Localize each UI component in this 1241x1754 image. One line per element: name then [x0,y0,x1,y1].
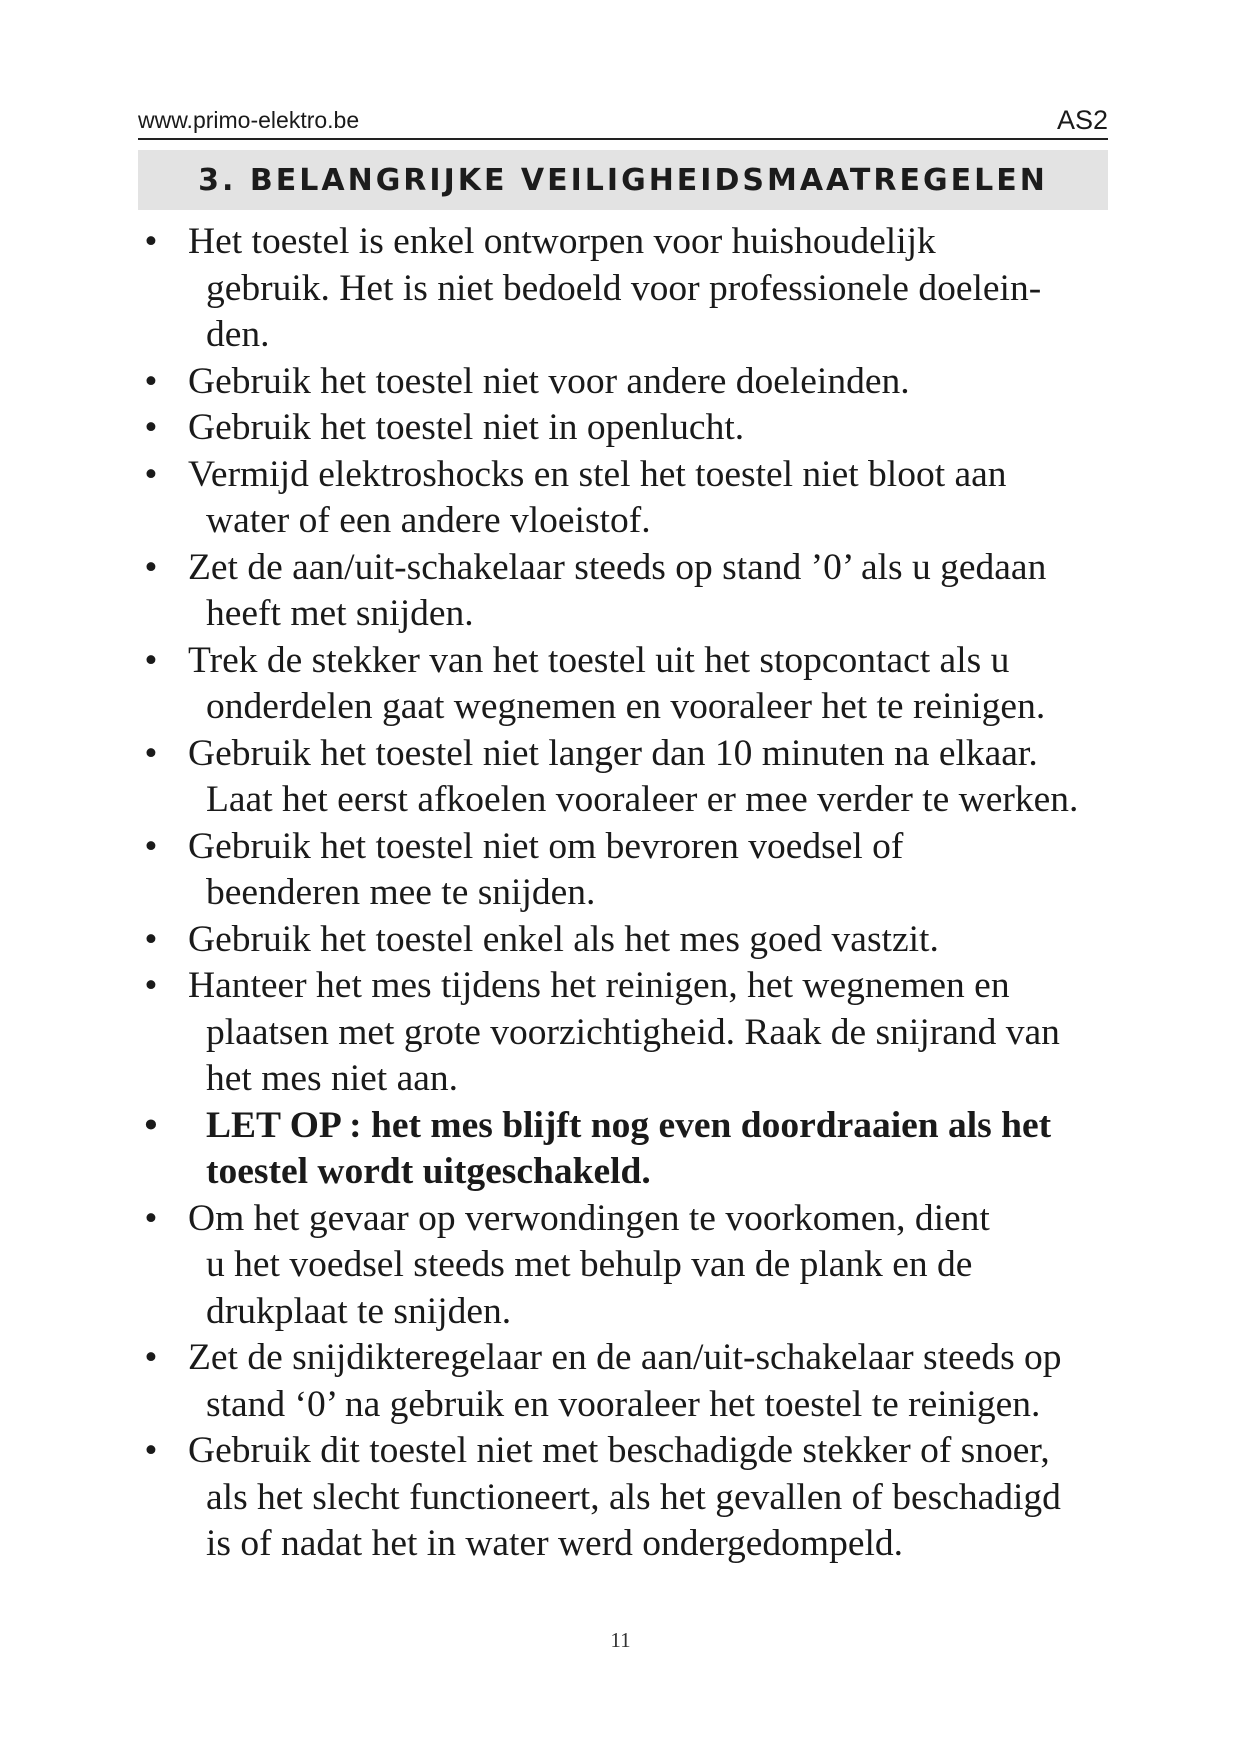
section-title-bar [138,150,1108,210]
list-item-line: u het voedsel steeds met behulp van de plank en de [206,1244,973,1285]
bullet-icon: • [144,732,158,774]
list-item-line: Gebruik het toestel niet langer dan 10 minuten na elkaar. [188,732,1038,774]
list-item-line: is of nadat het in water werd ondergedompeld. [206,1523,904,1564]
safety-instructions [136,219,1116,1568]
list-item-line: toestel wordt uitgeschakeld. [206,1151,651,1192]
list-item [136,405,1116,452]
bullet-icon: • [144,639,158,681]
list-item-line: Gebruik dit toestel niet met beschadigde stekker of snoer, [188,1430,1050,1471]
list-item-line: Zet de aan/uit-schakelaar steeds op stand ’0’ als u gedaan [188,546,1047,588]
bullet-icon: • [144,1104,158,1146]
bullet-icon: • [144,221,158,262]
bullet-icon: • [144,453,158,495]
list-item-line: onderdelen gaat wegnemen en vooraleer het te reinigen. [206,686,1046,727]
list-item-line: Om het gevaar op verwondingen te voorkomen, dient [188,1197,990,1239]
page-number: 11 [610,1628,631,1652]
list-item [136,545,1116,638]
list-item-line: water of een andere vloeistof. [206,500,651,541]
list-item-line: gebruik. Het is niet bedoeld voor professionele doelein- [206,267,1042,309]
bullet-icon: • [144,1430,158,1471]
model-code: AS2 [1056,105,1108,135]
list-item [136,1196,1116,1336]
bullet-icon: • [144,918,158,960]
list-item [136,1103,1116,1196]
list-item [136,1335,1116,1428]
list-item-line: Gebruik het toestel enkel als het mes goed vastzit. [188,918,939,960]
list-item-line: Hanteer het mes tijdens het reinigen, het wegnemen en [188,965,1010,1006]
list-item-line: Zet de snijdikteregelaar en de aan/uit-schakelaar steeds op [188,1337,1062,1378]
list-item-line: Laat het eerst afkoelen vooraleer er mee verder te werken. [206,779,1079,820]
bullet-icon: • [144,407,158,448]
list-item [136,359,1116,406]
list-item-line: als het slecht functioneert, als het gevallen of beschadigd [206,1476,1061,1518]
list-item-line: Gebruik het toestel niet voor andere doeleinden. [188,360,910,402]
list-item-line: Trek de stekker van het toestel uit het stopcontact als u [188,639,1010,681]
bullet-icon: • [144,965,158,1006]
list-item-line: Gebruik het toestel niet om bevroren voedsel of [188,825,904,867]
list-item-line: beenderen mee te snijden. [206,872,596,913]
list-item [136,917,1116,964]
list-item [136,824,1116,917]
list-item-line: drukplaat te snijden. [206,1290,512,1332]
bullet-icon: • [144,825,158,867]
website-url[interactable]: www.primo-elektro.be [138,107,360,133]
list-item-line: stand ‘0’ na gebruik en vooraleer het toestel te reinigen. [206,1383,1041,1425]
bullet-icon: • [144,1337,158,1378]
list-item [136,452,1116,545]
bullet-icon: • [144,1197,158,1239]
safety-list [136,219,1116,1568]
list-item-line: den. [206,314,270,355]
list-item [136,1428,1116,1568]
list-item-line: LET OP : het mes blijft nog even doordraaien als het [206,1104,1052,1146]
page-header [138,104,1108,140]
list-item [136,963,1116,1103]
bullet-icon: • [144,546,158,588]
list-item [136,638,1116,731]
list-item [136,219,1116,359]
list-item-line: Vermijd elektroshocks en stel het toestel niet bloot aan [188,453,1007,495]
list-item-line: het mes niet aan. [206,1058,458,1099]
section-title: 3. BELANGRIJKE VEILIGHEIDSMAATREGELEN [198,162,1048,198]
list-item-line: plaatsen met grote voorzichtigheid. Raak de snijrand van [206,1011,1060,1053]
list-item [136,731,1116,824]
bullet-icon: • [144,360,158,402]
list-item-line: heeft met snijden. [206,593,474,634]
list-item-line: Het toestel is enkel ontworpen voor huishoudelijk [188,221,936,262]
list-item-line: Gebruik het toestel niet in openlucht. [188,407,745,448]
